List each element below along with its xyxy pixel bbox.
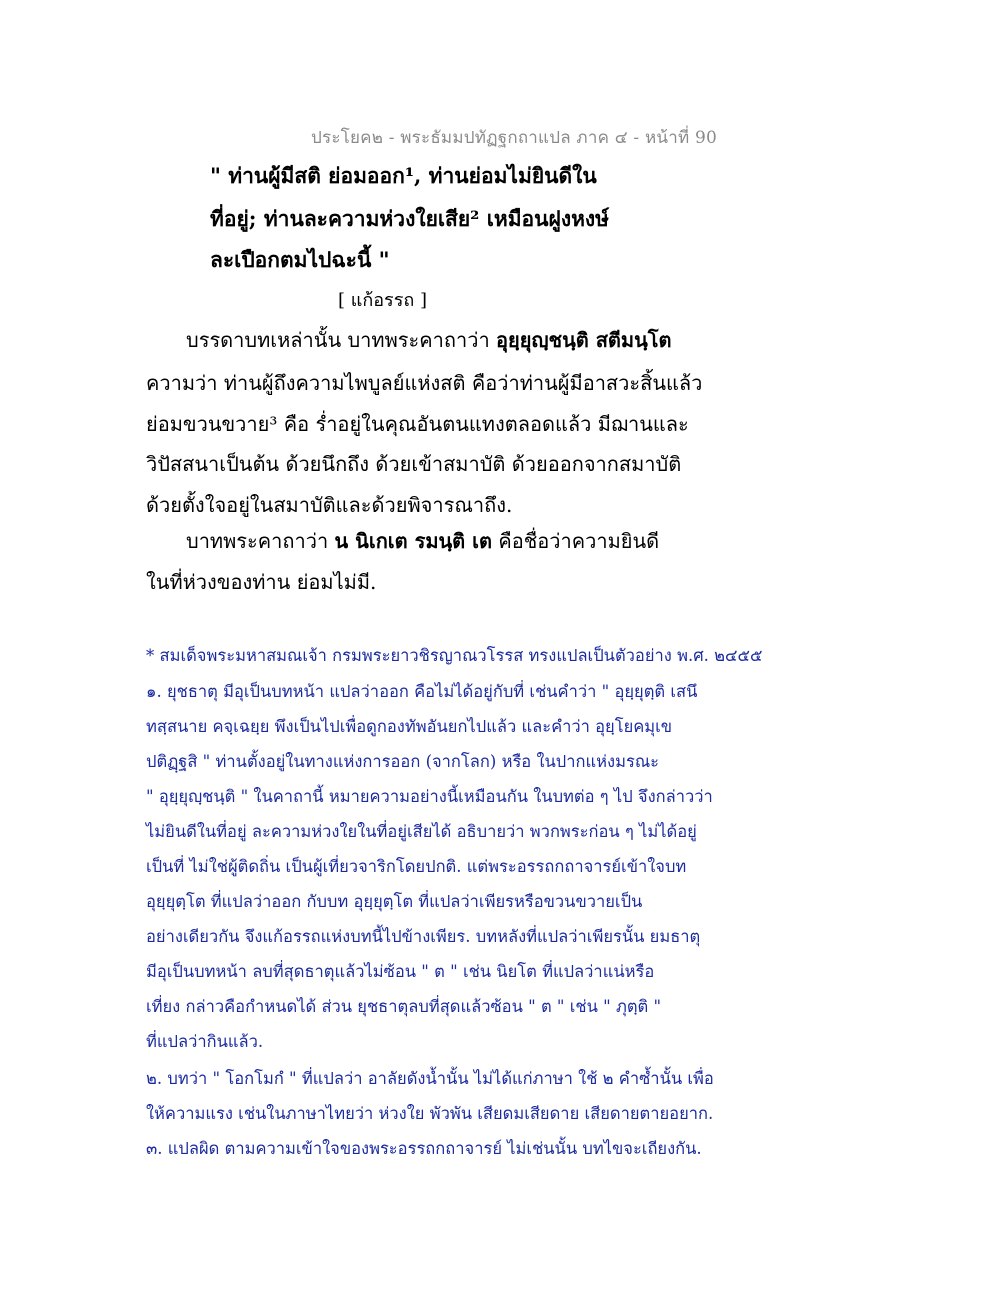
body-line-4: วิปัสสนาเป็นต้น ด้วยนึกถึง ด้วยเข้าสมาบัติ ด้วยออกจากสมาบัติ xyxy=(146,452,682,476)
footnote-line: ปติฏฺฐสิ " ท่านตั้งอยู่ในทางแห่งการออก (จากโลก) หรือ ในปากแห่งมรณะ xyxy=(146,752,660,771)
footnote-line: ๓. แปลผิด ตามความเข้าใจของพระอรรถกถาจารย์ ไม่เช่นนั้น บทไขจะเถียงกัน. xyxy=(146,1139,702,1158)
body-text: คือชื่อว่าความยินดี xyxy=(491,529,660,553)
footnote-line: ที่แปลว่ากินแล้ว. xyxy=(146,1032,264,1051)
pali-term: น นิเกเต รมนฺติ เต xyxy=(334,529,492,553)
body-line-7: ในที่ห่วงของท่าน ย่อมไม่มี. xyxy=(146,570,377,594)
body-line-3: ย่อมขวนขวาย³ คือ ร่ำอยู่ในคุณอันตนแทงตลอดแล้ว มีฌานและ xyxy=(146,412,689,436)
verse-line-3: ละเปือกตมไปฉะนี้ " xyxy=(210,247,390,272)
footnote-line: ไม่ยินดีในที่อยู่ ละความห่วงใยในที่อยู่เสียได้ อธิบายว่า พวกพระก่อน ๆ ไม่ได้อยู่ xyxy=(146,822,697,841)
pali-term: อุยฺยุญฺชนฺติ สตีมนฺโต xyxy=(496,328,672,352)
footnote-line: เที่ยง กล่าวคือกำหนดได้ ส่วน ยุชธาตุลบที่สุดแล้วซ้อน " ต " เช่น " ภุตฺติ " xyxy=(146,997,662,1016)
footnote-star: * สมเด็จพระมหาสมณเจ้า กรมพระยาวชิรญาณวโรรส ทรงแปลเป็นตัวอย่าง พ.ศ. ๒๔๕๕ xyxy=(146,646,763,665)
footnote-line: ๒. บทว่า " โอกโมกํ " ที่แปลว่า อาลัยดังน้ำนั้น ไม่ได้แก่ภาษา ใช้ ๒ คำซ้ำนั้น เพื่อ xyxy=(146,1069,714,1088)
footnote-line: ๑. ยุชธาตุ มีอุเป็นบทหน้า แปลว่าออก คือไม่ได้อยู่กับที่ เช่นคำว่า " อุยฺยุตฺติ เสนึ xyxy=(146,682,698,701)
body-paragraph-1-line-1 xyxy=(186,324,672,356)
footnote-line: ทสฺสนาย คจฺเฉยฺย พึงเป็นไปเพื่อดูกองทัพอันยกไปแล้ว และคำว่า อุยฺโยคมุเข xyxy=(146,717,673,736)
footnote-line: อุยฺยุตฺโต ที่แปลว่าออก กับบท อุยฺยุตฺโต ที่แปลว่าเพียรหรือขวนขวายเป็น xyxy=(146,892,643,911)
verse-line-1: " ท่านผู้มีสติ ย่อมออก¹, ท่านย่อมไม่ยินดีใน xyxy=(210,163,597,188)
body-line-2: ความว่า ท่านผู้ถึงความไพบูลย์แห่งสติ คือว่าท่านผู้มีอาสวะสิ้นแล้ว xyxy=(146,371,703,395)
footnote-line: เป็นที่ ไม่ใช่ผู้ติดถิ่น เป็นผู้เที่ยวจาริกโดยปกติ. แต่พระอรรถกถาจารย์เข้าใจบท xyxy=(146,857,687,876)
body-line-5: ด้วยตั้งใจอยู่ในสมาบัติและด้วยพิจารณาถึง. xyxy=(146,493,513,517)
footnote-line: มีอุเป็นบทหน้า ลบที่สุดธาตุแล้วไม่ซ้อน " ต " เช่น นิยโต ที่แปลว่าแน่หรือ xyxy=(146,962,655,981)
page-header: ประโยค๒ - พระธัมมปทัฏฐกถาแปล ภาค ๔ - หน้าที่ 90 xyxy=(311,128,717,148)
footnote-line: ให้ความแรง เช่นในภาษาไทยว่า ห่วงใย พัวพัน เสียดมเสียดาย เสียดายตายอยาก. xyxy=(146,1104,714,1123)
body-text: บรรดาบทเหล่านั้น บาทพระคาถาว่า xyxy=(186,328,497,352)
verse-line-2: ที่อยู่; ท่านละความห่วงใยเสีย² เหมือนฝูงหงษ์ xyxy=(210,206,610,231)
section-heading: [ แก้อรรถ ] xyxy=(338,290,428,311)
body-text: บาทพระคาถาว่า xyxy=(186,529,335,553)
body-paragraph-2-line-1 xyxy=(186,525,659,557)
footnote-line: อย่างเดียวกัน จึงแก้อรรถแห่งบทนี้ไปข้างเพียร. บทหลังที่แปลว่าเพียรนั้น ยมธาตุ xyxy=(146,927,701,946)
footnote-line: " อุยฺยุญฺชนฺติ " ในคาถานี้ หมายความอย่างนี้เหมือนกัน ในบทต่อ ๆ ไป จึงกล่าวว่า xyxy=(146,787,713,806)
